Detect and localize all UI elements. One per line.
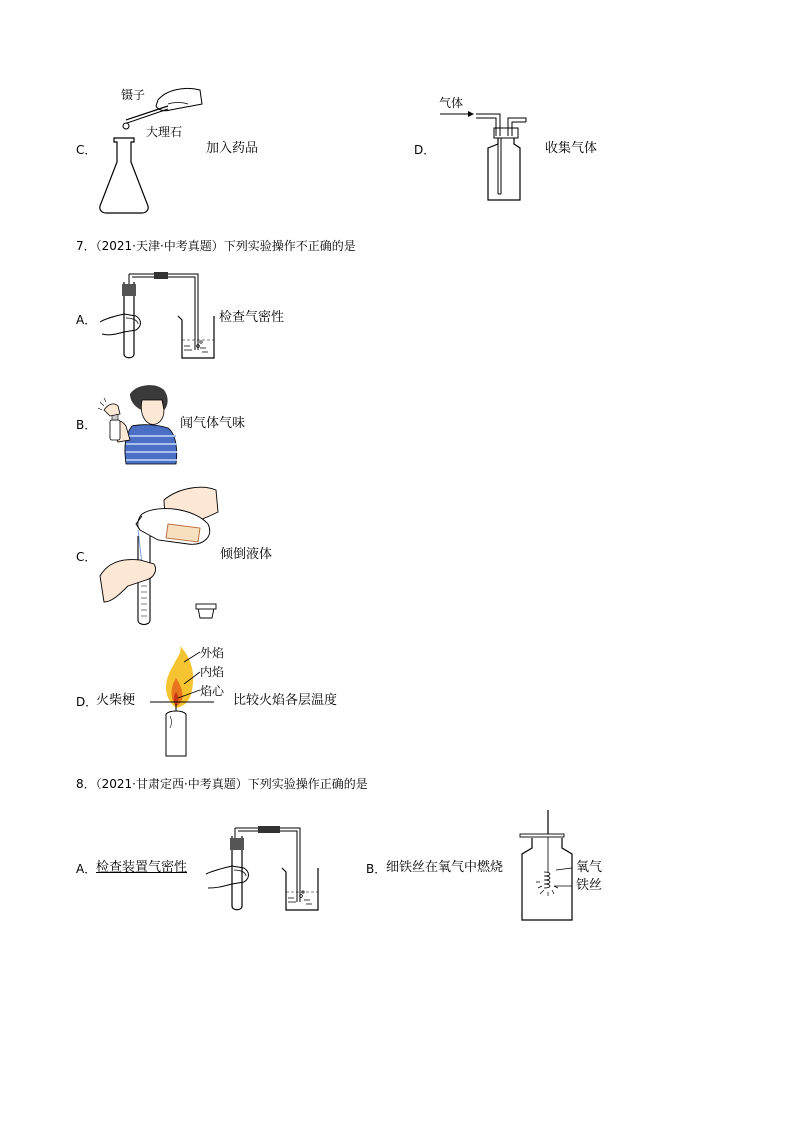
option-text: 闻气体气味	[180, 416, 246, 431]
airtightness-check-illustration	[204, 822, 328, 914]
oxygen-label: 氧气	[576, 860, 603, 875]
option-letter: C．	[76, 550, 97, 564]
option-text: 加入药品	[206, 141, 259, 156]
candle-flame-illustration	[144, 644, 234, 758]
inner-flame-label: 内焰	[200, 665, 225, 679]
option-text: 倾倒液体	[220, 547, 273, 562]
option-text: 比较火焰各层温度	[233, 693, 338, 708]
option-text: 收集气体	[545, 141, 598, 156]
gas-label: 气体	[439, 96, 464, 110]
outer-flame-label: 外焰	[200, 646, 225, 660]
option-text: 检查装置气密性	[96, 860, 188, 875]
marble-label: 大理石	[146, 125, 183, 139]
matchstick-label: 火柴梗	[96, 693, 136, 708]
option-letter: D．	[76, 695, 98, 709]
iron-wire-combustion-illustration	[518, 808, 578, 924]
pour-liquid-illustration	[98, 484, 226, 630]
iron-wire-label: 铁丝	[576, 878, 603, 893]
option-text: 检查气密性	[219, 310, 285, 325]
airtightness-check-illustration	[96, 270, 226, 362]
option-letter: A．	[76, 862, 97, 876]
q7-stem: 7．（2021·天津·中考真题）下列实验操作不正确的是	[76, 239, 356, 253]
gas-collection-bottle-illustration	[436, 104, 536, 204]
option-letter: C．	[76, 143, 97, 157]
flame-core-label: 焰心	[200, 684, 225, 698]
option-text: 细铁丝在氧气中燃烧	[386, 860, 504, 875]
q8-stem: 8．（2021·甘肃定西·中考真题）下列实验操作正确的是	[76, 777, 368, 791]
tweezers-label: 镊子	[121, 88, 146, 102]
option-letter: A．	[76, 313, 97, 327]
conical-flask-illustration	[96, 82, 216, 217]
smell-gas-illustration	[96, 380, 180, 466]
option-letter: B．	[366, 862, 387, 876]
option-letter: B．	[76, 418, 97, 432]
option-letter: D．	[414, 143, 436, 157]
